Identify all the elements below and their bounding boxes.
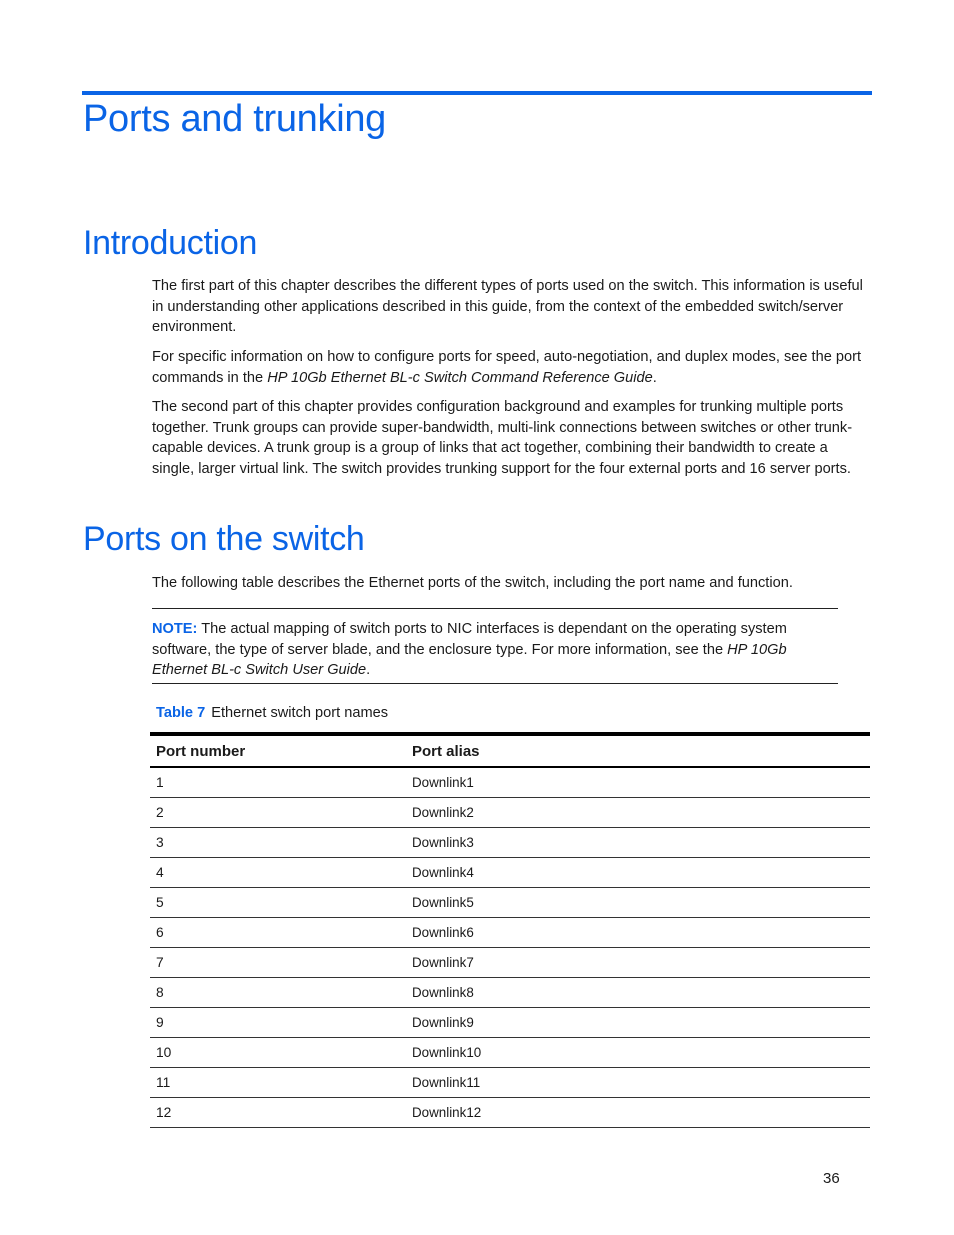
port-number-cell: 1 <box>150 767 406 798</box>
port-number-cell: 11 <box>150 1068 406 1098</box>
port-alias-cell: Downlink7 <box>406 948 870 978</box>
table-row <box>150 767 870 798</box>
table-caption-text: Ethernet switch port names <box>211 705 389 721</box>
port-number-cell: 4 <box>150 858 406 888</box>
intro-paragraph-2-end: . <box>652 369 657 386</box>
port-alias-cell: Downlink12 <box>406 1098 870 1128</box>
port-number-cell: 5 <box>150 888 406 918</box>
table-caption <box>156 705 388 721</box>
section-title-ports: Ports on the switch <box>83 520 365 558</box>
table-row <box>150 918 870 948</box>
table-row <box>150 1098 870 1128</box>
intro-paragraph-2-text: For specific information on how to configure ports for speed, auto-negotiation, and duplex modes, see the port commands in the <box>152 349 862 386</box>
table-number: Table 7 <box>156 705 206 721</box>
section-title-introduction: Introduction <box>83 224 258 262</box>
header-port-alias: Port alias <box>406 734 870 767</box>
port-alias-cell: Downlink3 <box>406 828 870 858</box>
port-number-cell: 9 <box>150 1008 406 1038</box>
header-port-number: Port number <box>150 734 406 767</box>
intro-paragraph-3: The second part of this chapter provides configuration background and examples for trunking multiple ports together. Trunk groups can provide super-bandwidth, multi-link connections between switches or other trunk-capable devices. A trunk group is a group of links that act together, combining their bandwidth to create a single, larger virtual link. The switch provides trunking support for the four external ports and 16 server ports. <box>152 399 853 477</box>
port-alias-cell: Downlink2 <box>406 798 870 828</box>
port-number-cell: 10 <box>150 1038 406 1068</box>
table-row <box>150 798 870 828</box>
table-row <box>150 888 870 918</box>
intro-paragraph-2 <box>152 347 872 388</box>
command-reference-guide-title: HP 10Gb Ethernet BL-c Switch Command Reference Guide <box>267 369 653 386</box>
port-alias-cell: Downlink4 <box>406 858 870 888</box>
port-alias-cell: Downlink10 <box>406 1038 870 1068</box>
note-end: . <box>366 662 371 679</box>
table-row <box>150 1008 870 1038</box>
note-body: The actual mapping of switch ports to NIC interfaces is dependant on the operating system software, the type of server blade, and the enclosure type. For more information, see the <box>152 621 787 658</box>
port-alias-cell: Downlink1 <box>406 767 870 798</box>
port-number-cell: 8 <box>150 978 406 1008</box>
port-names-table <box>150 732 870 1128</box>
port-number-cell: 6 <box>150 918 406 948</box>
table-row <box>150 1068 870 1098</box>
port-alias-cell: Downlink6 <box>406 918 870 948</box>
table-header-row <box>150 734 870 767</box>
table-row <box>150 858 870 888</box>
ports-paragraph-1: The following table describes the Ethernet ports of the switch, including the port name and function. <box>152 575 793 591</box>
table-row <box>150 828 870 858</box>
chapter-top-rule <box>82 91 872 95</box>
note-label: NOTE: <box>152 621 198 637</box>
page-number: 36 <box>823 1170 840 1187</box>
port-number-cell: 2 <box>150 798 406 828</box>
table-row <box>150 978 870 1008</box>
port-alias-cell: Downlink8 <box>406 978 870 1008</box>
chapter-title: Ports and trunking <box>83 98 386 140</box>
user-guide-title: HP 10Gb Ethernet BL-c Switch User Guide <box>152 641 787 679</box>
port-number-cell: 7 <box>150 948 406 978</box>
port-alias-cell: Downlink9 <box>406 1008 870 1038</box>
table-row <box>150 948 870 978</box>
table-row <box>150 1038 870 1068</box>
port-number-cell: 3 <box>150 828 406 858</box>
port-alias-cell: Downlink11 <box>406 1068 870 1098</box>
port-alias-cell: Downlink5 <box>406 888 870 918</box>
note-box <box>152 608 838 684</box>
note-text <box>152 619 838 681</box>
port-number-cell: 12 <box>150 1098 406 1128</box>
intro-paragraph-1: The first part of this chapter describes the different types of ports used on the switch. This information is useful in understanding other applications described in this guide, from the context of the embedded switch/server environment. <box>152 278 863 336</box>
